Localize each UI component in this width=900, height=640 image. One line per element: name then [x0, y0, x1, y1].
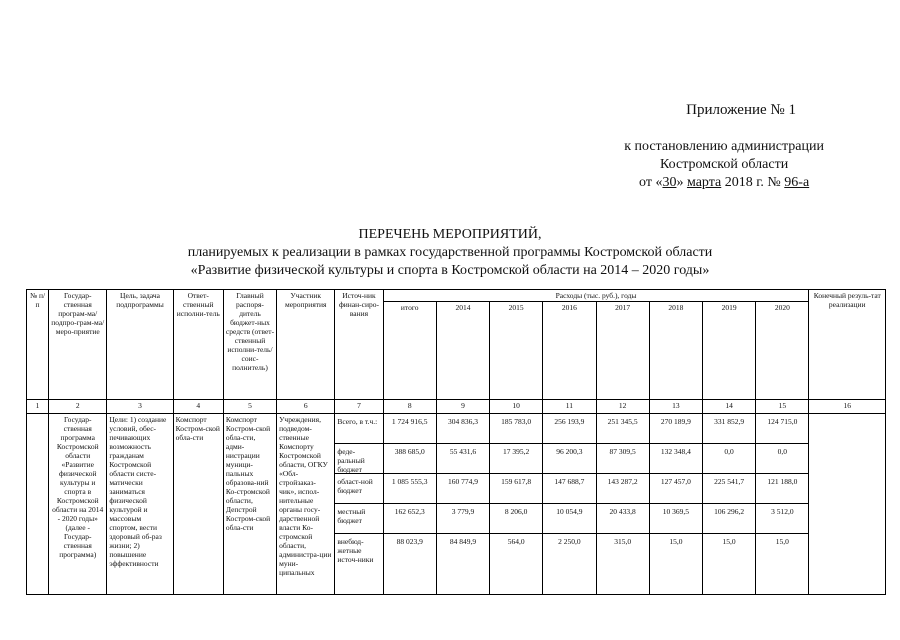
header-goal: Цель, задача подпрограммы	[107, 290, 173, 400]
header-source: Источ-ник финан-сиро-вания	[335, 290, 383, 400]
table-row	[27, 414, 886, 595]
value: 132 348,4	[650, 444, 702, 474]
value: 121 188,0	[756, 474, 808, 504]
goal-cell: Цели: 1) создание условий, обес-печивающих возможность гражданам Костромской области систе-матически заниматься физической культурой и массовым спортом, вести здоровый об-раз жизни; 2) повышение эффективности	[107, 414, 173, 595]
value: 15,0	[722, 537, 736, 546]
value: 8 206,0	[490, 504, 542, 534]
col-number: 11	[543, 400, 596, 414]
value: 10 054,9	[543, 504, 595, 534]
header-participant: Участник мероприятия	[277, 290, 335, 400]
column-number-row	[27, 400, 886, 414]
value: 20 433,8	[597, 504, 649, 534]
value: 10 369,5	[650, 504, 702, 534]
value: 270 189,9	[650, 414, 702, 444]
decree-day: 30	[662, 175, 677, 190]
value: 3 512,0	[756, 504, 808, 534]
header-expenses: Расходы (тыс. руб.), годы	[383, 290, 809, 302]
col-number: 2	[49, 400, 107, 414]
header-program: Государ-ственная програм-ма/подпро-грам-ма/меро-приятие	[49, 290, 107, 400]
result-cell	[809, 414, 886, 595]
value: 15,0	[775, 537, 789, 546]
value: 256 193,9	[543, 414, 595, 444]
col-number: 7	[335, 400, 383, 414]
value: 147 688,7	[543, 474, 595, 504]
col-number: 13	[649, 400, 702, 414]
col-number: 15	[756, 400, 809, 414]
value: 225 541,7	[703, 474, 755, 504]
value: 1 724 916,5	[384, 414, 436, 444]
values-2018-cell	[649, 414, 702, 595]
measures-table	[26, 289, 886, 595]
col-number: 14	[703, 400, 756, 414]
value: 55 431,6	[437, 444, 489, 474]
value: 1 085 555,3	[384, 474, 436, 504]
decree-year: 2018 г. №	[721, 175, 785, 190]
header-executor: Ответ-ственный исполни-тель	[173, 290, 223, 400]
appendix-label: Приложение № 1	[686, 102, 796, 118]
source-item: феде-ральный бюджет	[335, 444, 382, 474]
value: 331 852,9	[703, 414, 755, 444]
value: 388 685,0	[384, 444, 436, 474]
header-2014: 2014	[436, 302, 489, 400]
header-2016: 2016	[543, 302, 596, 400]
col-number: 6	[277, 400, 335, 414]
header-row-1	[27, 290, 886, 302]
source-item: внебюд-жетные источ-ники	[337, 537, 374, 564]
value: 127 457,0	[650, 474, 702, 504]
value: 3 779,9	[437, 504, 489, 534]
values-2014-cell	[436, 414, 489, 595]
col-number: 16	[809, 400, 886, 414]
title-line-2: планируемых к реализации в рамках государственной программы Костромской области	[187, 245, 713, 260]
value: 315,0	[614, 537, 632, 546]
header-manager: Главный распоря-дитель бюджет-ных средств (ответ-ственный исполни-тель/соис-полнитель)	[223, 290, 276, 400]
value: 17 395,2	[490, 444, 542, 474]
values-2019-cell	[703, 414, 756, 595]
row-number-cell	[27, 414, 49, 595]
total-values-cell	[383, 414, 436, 595]
value: 162 652,3	[384, 504, 436, 534]
manager-cell: Комспорт Костром-ской обла-сти, адми-нистрации муници-пальных образова-ний Ко-стромской области, Депстрой Костром-ской обла-сти	[223, 414, 276, 595]
decree-month: марта	[686, 175, 722, 190]
title-line-1: ПЕРЕЧЕНЬ МЕРОПРИЯТИЙ,	[358, 227, 542, 242]
values-2020-cell	[756, 414, 809, 595]
col-number: 3	[107, 400, 173, 414]
value: 0,0	[756, 444, 808, 474]
value: 124 715,0	[756, 414, 808, 444]
value: 159 617,8	[490, 474, 542, 504]
decree-number: 96-а	[784, 175, 810, 190]
col-number: 9	[436, 400, 489, 414]
value: 304 836,3	[437, 414, 489, 444]
value: 96 200,3	[543, 444, 595, 474]
col-number: 12	[596, 400, 649, 414]
value: 2 250,0	[558, 537, 581, 546]
value: 15,0	[669, 537, 683, 546]
decree-date-prefix: от «	[639, 175, 663, 190]
header-2018: 2018	[649, 302, 702, 400]
header-2017: 2017	[596, 302, 649, 400]
col-number: 10	[490, 400, 543, 414]
title-line-3: «Развитие физической культуры и спорта в Костромской области на 2014 – 2020 годы»	[190, 263, 710, 278]
header-result: Конечный резуль-тат реализации	[809, 290, 886, 400]
decree-date-mid: »	[676, 175, 687, 190]
values-2016-cell	[543, 414, 596, 595]
decree-reference	[624, 138, 824, 192]
value: 143 287,2	[597, 474, 649, 504]
source-cell	[335, 414, 383, 595]
decree-line-2: Костромской области	[660, 157, 789, 172]
values-2015-cell	[490, 414, 543, 595]
value: 160 774,9	[437, 474, 489, 504]
source-item: местный бюджет	[335, 504, 382, 534]
col-number: 5	[223, 400, 276, 414]
col-number: 8	[383, 400, 436, 414]
header-2015: 2015	[490, 302, 543, 400]
value: 0,0	[703, 444, 755, 474]
source-item: Всего, в т.ч.:	[335, 414, 382, 444]
decree-line-3	[624, 174, 824, 192]
header-2019: 2019	[703, 302, 756, 400]
value: 84 849,9	[449, 537, 477, 546]
document-title	[0, 226, 900, 280]
value: 106 296,2	[703, 504, 755, 534]
value: 251 345,5	[597, 414, 649, 444]
value: 88 023,9	[396, 537, 423, 546]
col-number: 1	[27, 400, 49, 414]
value: 87 309,5	[597, 444, 649, 474]
executor-cell: Комспорт Костром-ской обла-сти	[173, 414, 223, 595]
col-number: 4	[173, 400, 223, 414]
source-item: област-ной бюджет	[335, 474, 382, 504]
value: 564,0	[507, 537, 525, 546]
program-cell: Государ-ственная программа Костромской области «Развитие физической культуры и спорта в Костромской области на 2014 - 2020 годы» (далее - Государ-ственная программа)	[49, 414, 107, 595]
header-num: № п/п	[27, 290, 49, 400]
value: 185 783,0	[490, 414, 542, 444]
decree-line-1: к постановлению администрации	[624, 139, 824, 154]
header-total: итого	[383, 302, 436, 400]
values-2017-cell	[596, 414, 649, 595]
participant-cell: Учреждения, подведом-ственные Комспорту Костромской области, ОГКУ «Обл-стройзаказ-чик», испол-нительные органы госу-дарственной власти Ко-стромской области, администра-ции муни-ципальных	[277, 414, 335, 595]
header-2020: 2020	[756, 302, 809, 400]
